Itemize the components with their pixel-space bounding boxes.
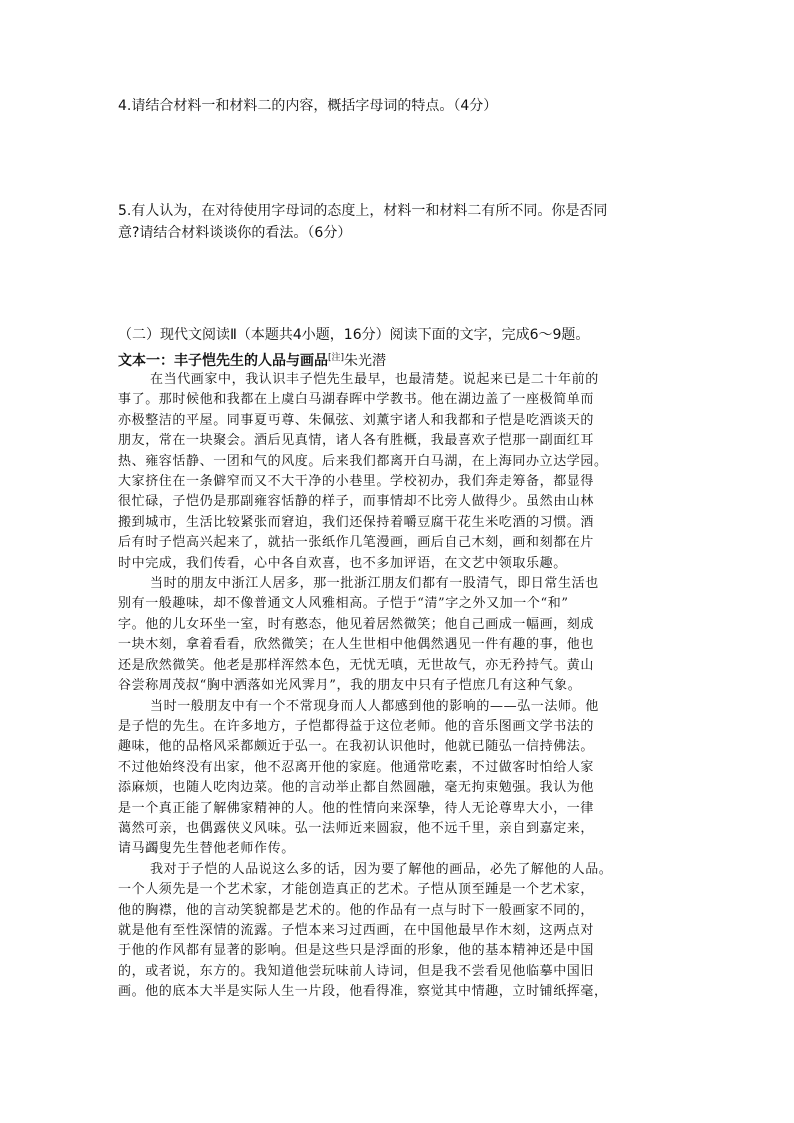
author-name: 朱光潜: [344, 353, 387, 369]
article-line: 的，或者说，东方的。我知道他尝玩味前人诗词，但是我不尝看见他临摹中国旧: [118, 963, 595, 979]
article-line: 是一个真正能了解佛家精神的人。他的性情向来深挚，待人无论尊卑大小，一律: [118, 800, 595, 816]
article-line: 添麻烦，也随人吃肉边菜。他的言动举止都自然圆融，毫无拘束勉强。我认为他: [118, 780, 595, 796]
article-line: 不过他始终没有出家，他不忍离开他的家庭。他通常吃素，不过做客时怕给人家: [118, 759, 595, 775]
article-line: 一块木刻，拿着看看，欣然微笑；在人生世相中他偶然遇见一件有趣的事，他也: [118, 637, 595, 653]
article-line: 一个人须先是一个艺术家，才能创造真正的艺术。子恺从顶至踵是一个艺术家，: [118, 882, 595, 898]
question-5: [118, 200, 678, 244]
article-line: 请马蠲叟先生替他老师作传。: [118, 841, 295, 857]
question-5-line: 5.有人认为，在对待使用字母词的态度上，材料一和材料二有所不同。你是否同: [118, 203, 608, 219]
article-line: 谷尝称周茂叔“胸中洒落如光风霁月”，我的朋友中只有子恺庶几有这种气象。: [118, 678, 582, 694]
article-line: 字。他的儿女环坐一室，时有憨态，他见着居然微笑；他自己画成一幅画，刻成: [118, 616, 595, 632]
section-heading: （二）现代文阅读Ⅱ（本题共4小题，16分）阅读下面的文字，完成6～9题。: [118, 327, 590, 343]
article-line: 他的胸襟，他的言动笑貌都是艺术的。他的作品有一点与时下一般画家不同的，: [118, 902, 595, 918]
article-line: 于他的作风都有显著的影响。但是这些只是浮面的形象，他的基本精神还是中国: [118, 943, 595, 959]
article-line: 画。他的底本大半是实际人生一片段，他看得准，察觉其中情趣，立时铺纸挥毫，: [118, 984, 608, 1000]
article-line: 当时一般朋友中有一个不常现身而人人都感到他的影响的——弘一法师。他: [150, 698, 599, 714]
article-line: 事了。那时候他和我都在上虞白马湖春晖中学教书。他在湖边盖了一座极简单而: [118, 392, 595, 408]
text-title-label: 文本一：丰子恺先生的人品与画品: [118, 353, 328, 369]
article-line: 趣味，他的品格风采都颇近于弘一。在我初认识他时，他就已随弘一信持佛法。: [118, 739, 595, 755]
article-line: 亦极整洁的平屋。同事夏丏尊、朱佩弦、刘薰宇诸人和我都和子恺是吃酒谈天的: [118, 412, 595, 428]
article-line: 蔼然可亲，也偶露侠义风味。弘一法师近来圆寂，他不远千里，亲自到嘉定来，: [118, 820, 595, 836]
article-line: 当时的朋友中浙江人居多，那一批浙江朋友们都有一股清气，即日常生活也: [150, 576, 599, 592]
footnote-marker[interactable]: [注]: [328, 353, 345, 363]
article-body: [118, 370, 678, 1003]
article-line: 别有一般趣味，却不像普通文人风雅相高。子恺于“清”字之外又加一个“和”: [118, 596, 569, 612]
article-line: 搬到城市，生活比较紧张而窘迫，我们还保持着嚼豆腐干花生米吃酒的习惯。酒: [118, 514, 595, 530]
article-line: 很忙碌，子恺仍是那副雍容恬静的样子，而事情却不比旁人做得少。虽然由山林: [118, 494, 595, 510]
article-line: 朋友，常在一块聚会。酒后见真情，诸人各有胜概，我最喜欢子恺那一副面红耳: [118, 433, 595, 449]
article-line: 还是欣然微笑。他老是那样浑然本色，无忧无嗔，无世故气，亦无矜持气。黄山: [118, 657, 595, 673]
article-line: 热、雍容恬静、一团和气的风度。后来我们都离开白马湖，在上海同办立达学园。: [118, 453, 608, 469]
article-line: 在当代画家中，我认识丰子恺先生最早，也最清楚。说起来已是二十年前的: [150, 372, 599, 387]
question-4-line: 4.请结合材料一和材料二的内容，概括字母词的特点。（4分）: [118, 98, 498, 114]
question-5-line: 意?请结合材料谈谈你的看法。（6分）: [118, 225, 352, 241]
article-line: 是子恺的先生。在许多地方，子恺都得益于这位老师。他的音乐图画文学书法的: [118, 718, 595, 734]
article-line: 后有时子恺高兴起来了，就拈一张纸作几笔漫画，画后自己木刻，画和刻都在片: [118, 535, 595, 551]
article-line: 时中完成，我们传看，心中各自欢喜，也不多加评语，在文艺中领取乐趣。: [118, 555, 567, 571]
article-line: 就是他有至性深情的流露。子恺本来习过西画，在中国他最早作木刻，这两点对: [118, 922, 595, 938]
question-4: [118, 95, 678, 117]
text-title: [118, 347, 678, 372]
article-line: 大家挤住在一条僻窄而又不大干净的小巷里。学校初办，我们奔走筹备，都显得: [118, 474, 595, 490]
article-line: 我对于子恺的人品说这么多的话，因为要了解他的画品，必先了解他的人品。: [150, 861, 613, 877]
